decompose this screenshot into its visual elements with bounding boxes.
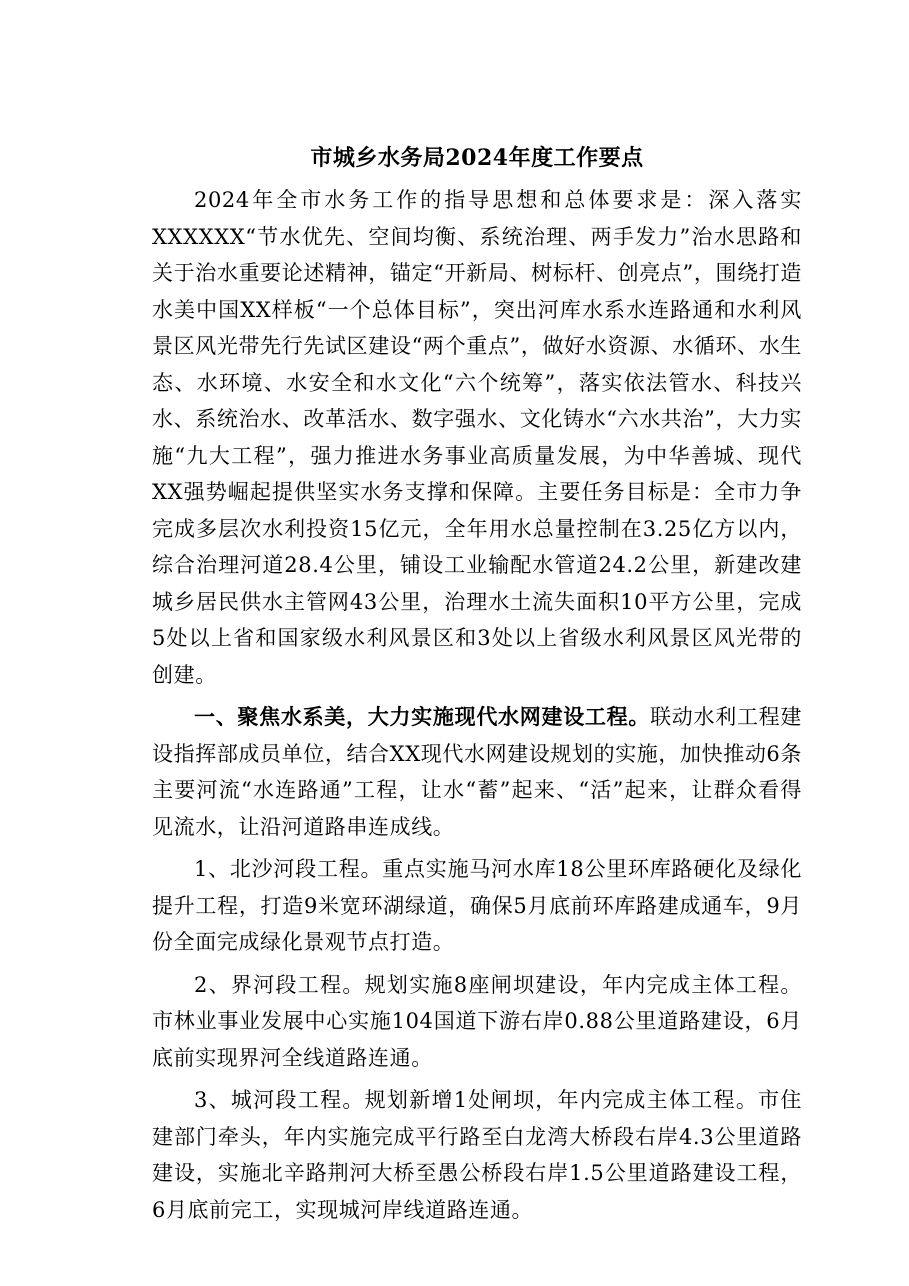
section-1-heading: 一、聚焦水系美，大力实施现代水网建设工程。	[194, 704, 651, 729]
item-1-paragraph: 1、北沙河段工程。重点实施马河水库18公里环库路硬化及绿化提升工程，打造9米宽环湖绿道，确保5月底前环库路建成通车，9月份全面完成绿化景观节点打造。	[152, 857, 802, 954]
item-3-paragraph: 3、城河段工程。规划新增1处闸坝，年内完成主体工程。市住建部门牵头，年内实施完成平行路至白龙湾大桥段右岸4.3公里道路建设，实施北辛路荆河大桥至愚公桥段右岸1.5公里道路建设工程，6月底前完工，实现城河岸线道路连通。	[152, 1088, 802, 1222]
document-page	[152, 140, 802, 1234]
document-title: 市城乡水务局2024年度工作要点	[310, 145, 644, 171]
section-1-body: 联动水利工程建设指挥部成员单位，结合XX现代水网建设规划的实施，加快推动6条主要河流“水连路通”工程，让水“蓄”起来、“活”起来，让群众看得见流水，让沿河道路串连成线。	[152, 705, 802, 839]
section-1-paragraph	[152, 699, 802, 845]
item-2-paragraph: 2、界河段工程。规划实施8座闸坝建设，年内完成主体工程。市林业事业发展中心实施104国道下游右岸0.88公里道路建设，6月底前实现界河全线道路连通。	[152, 972, 802, 1070]
intro-paragraph: 2024年全市水务工作的指导思想和总体要求是：深入落实XXXXXX“节水优先、空间均衡、系统治理、两手发力”治水思路和关于治水重要论述精神，锚定“开新局、树标杆、创亮点”，围绕打造水美中国XX样板“一个总体目标”，突出河库水系水连路通和水利风景区风光带先行先试区建设“两个重点”，做好水资源、水循环、水生态、水环境、水安全和水文化“六个统筹”，落实依法管水、科技兴水、系统治水、改革活水、数字强水、文化铸水“六水共治”，大力实施“九大工程”，强力推进水务事业高质量发展，为中华善城、现代XX强势崛起提供坚实水务支撑和保障。主要任务目标是：全市力争完成多层次水利投资15亿元，全年用水总量控制在3.25亿方以内，综合治理河道28.4公里，铺设工业输配水管道24.2公里，新建改建城乡居民供水主管网43公里，治理水土流失面积10平方公里，完成5处以上省和国家级水利风景区和3处以上省级水利风景区风光带的创建。	[152, 188, 802, 687]
